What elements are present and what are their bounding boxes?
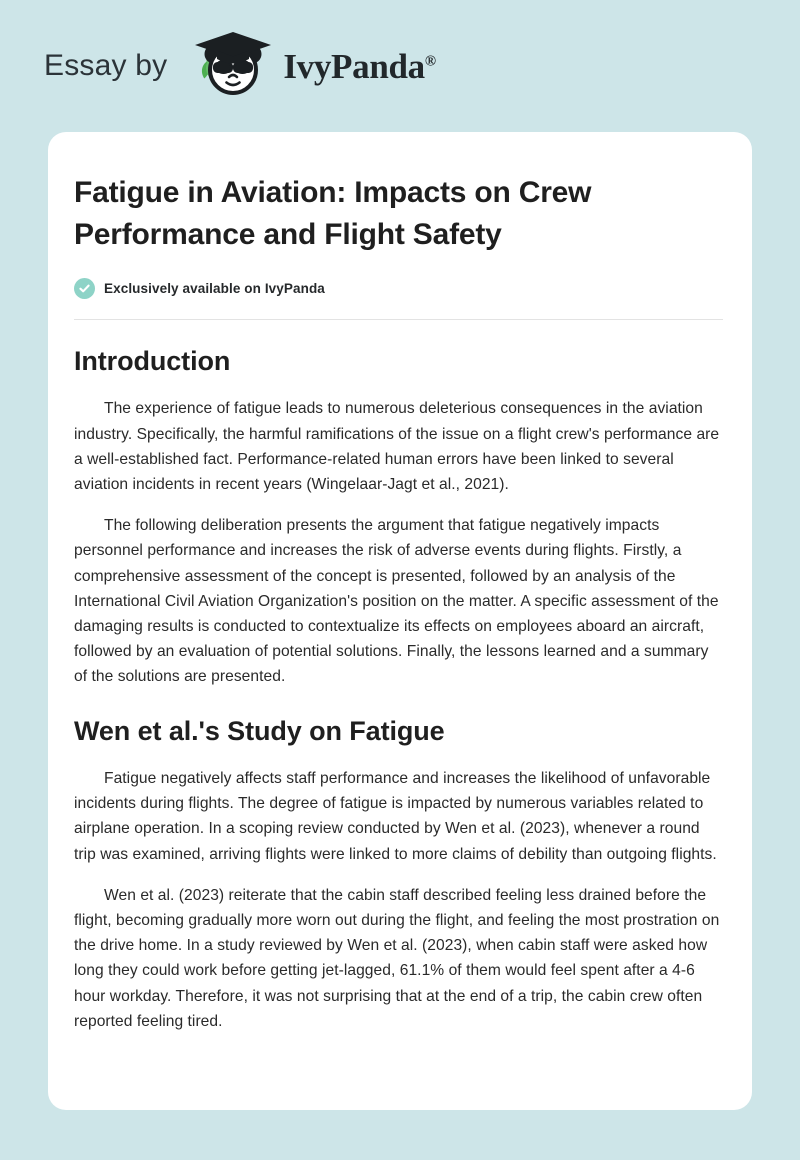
brand-name-text: IvyPanda — [283, 46, 425, 86]
panda-graduation-cap-icon — [185, 32, 285, 100]
exclusive-availability-badge — [74, 278, 723, 299]
paragraph: Wen et al. (2023) reiterate that the cabin staff described feeling less drained before the flight, becoming gradually more worn out during the flight, and feeling the most prostration on the drive home. In a study reviewed by Wen et al. (2023), when cabin staff were asked how long they could work before getting jet-lagged, 61.1% of them would feel spent after a 4-6 hour workday. Therefore, it was not surprising that at the end of a trip, the cabin crew often reported feeling tired. — [74, 886, 720, 1030]
brand-header — [0, 0, 800, 132]
exclusive-availability-label: Exclusively available on IvyPanda — [104, 281, 325, 296]
registered-trademark-mark: ® — [424, 52, 436, 69]
page-title: Fatigue in Aviation: Impacts on Crew Performance and Flight Safety — [74, 176, 592, 251]
section-heading-introduction: Introduction — [74, 346, 231, 376]
essay-card — [48, 132, 752, 1110]
header-divider — [74, 319, 723, 320]
check-circle-icon — [74, 278, 95, 299]
paragraph: The following deliberation presents the argument that fatigue negatively impacts personnel performance and increases the risk of adverse events during flights. Firstly, a comprehensive assessment of the concept is presented, followed by an analysis of the International Civil Aviation Organization's position on the matter. A specific assessment of the damaging results is conducted to contextualize its effects on employees aboard an aircraft, followed by an evaluation of potential solutions. Finally, the lessons learned and a summary of the solutions are presented. — [74, 517, 719, 686]
ivypanda-wordmark — [283, 46, 436, 86]
paragraph: The experience of fatigue leads to numerous deleterious consequences in the aviation industry. Specifically, the harmful ramifications of the issue on a flight crew's performance are a well-established fact. Performance-related human errors have been linked to several aviation incidents in recent years (Wingelaar-Jagt et al., 2021). — [74, 400, 720, 493]
essay-by-label: Essay by — [44, 49, 168, 82]
paragraph: Fatigue negatively affects staff performance and increases the likelihood of unfavorable incidents during flights. The degree of fatigue is impacted by numerous variables related to airplane operation. In a scoping review conducted by Wen et al. (2023), whenever a round trip was examined, arriving flights were linked to more claims of debility than outgoing flights. — [74, 770, 717, 863]
section-heading-wen-study: Wen et al.'s Study on Fatigue — [74, 715, 445, 746]
ivypanda-logo-link[interactable] — [185, 32, 435, 100]
